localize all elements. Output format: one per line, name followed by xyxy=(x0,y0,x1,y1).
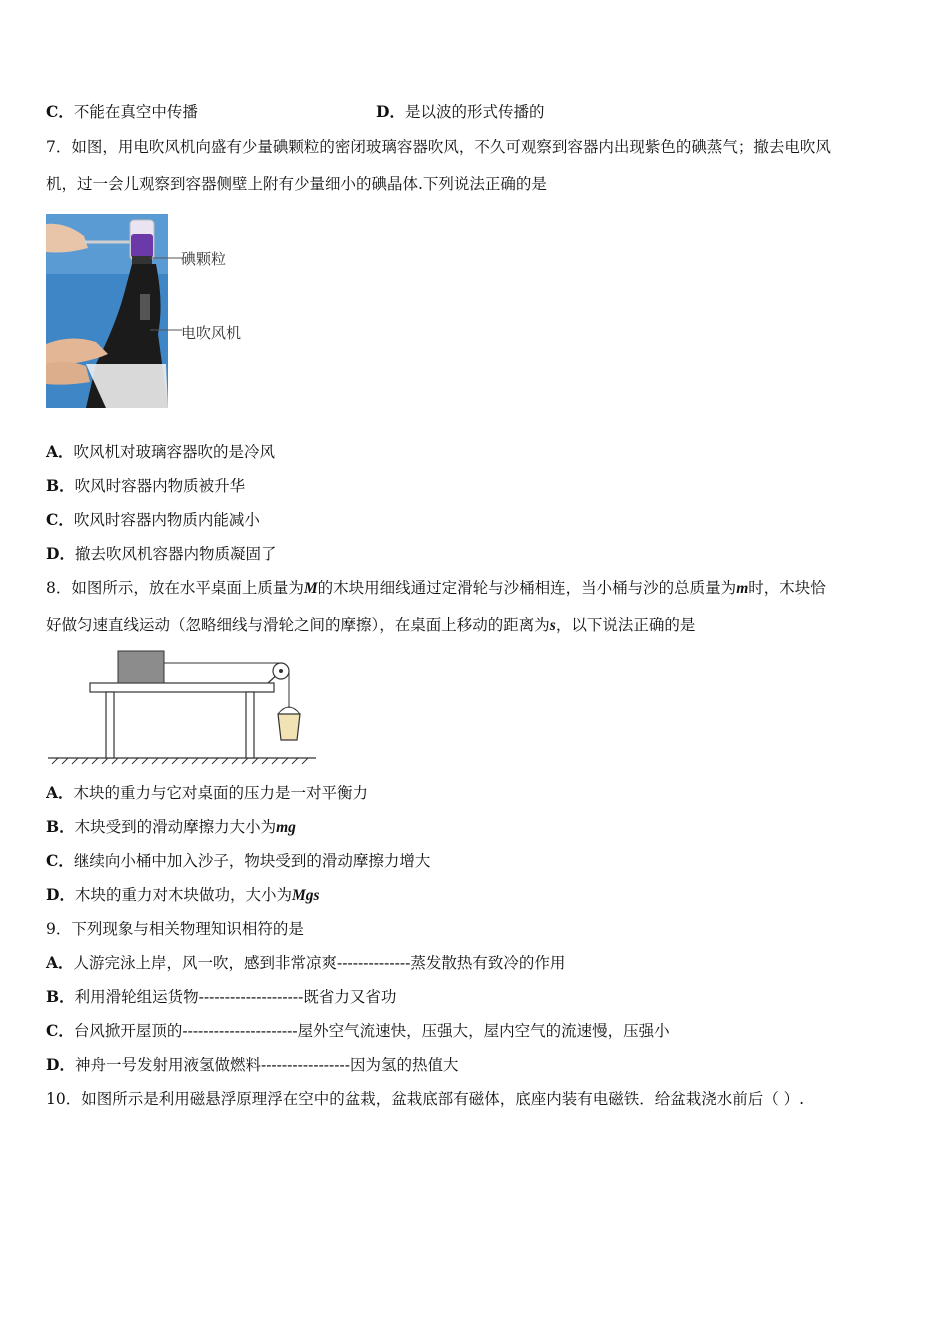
option-text: 吹风机对玻璃容器吹的是冷风 xyxy=(73,443,276,461)
q8-option-a xyxy=(46,783,368,803)
mass-symbol-m: m xyxy=(736,580,749,597)
option-label: B． xyxy=(46,476,75,495)
option-label: B． xyxy=(46,987,75,1006)
iodine-granule-label: 碘颗粒 xyxy=(181,250,227,268)
stem-text: 好做匀速直线运动（忽略细线与滑轮之间的摩擦），在桌面上移动的距离为 xyxy=(46,616,550,634)
stem-text: ，以下说法正确的是 xyxy=(555,616,696,634)
option-label: C． xyxy=(46,102,74,121)
pulley-table-diagram xyxy=(46,648,321,768)
option-label: D． xyxy=(376,102,405,121)
hair-dryer-label: 电吹风机 xyxy=(181,324,242,342)
stem-text: 8．如图所示，放在水平桌面上质量为 xyxy=(46,579,304,597)
q8-stem-line1 xyxy=(46,578,826,599)
option-label: D． xyxy=(46,885,75,904)
stem-text: 时，木块恰 xyxy=(748,579,826,597)
figure-leader-lines xyxy=(150,250,185,340)
option-text: 木块受到的滑动摩擦力大小为 xyxy=(74,818,277,836)
q7-option-d xyxy=(46,544,276,564)
option-math: Mgs xyxy=(291,887,320,904)
option-label: D． xyxy=(46,544,75,563)
q7-stem-line2: 机，过一会儿观察到容器侧壁上附有少量细小的碘晶体.下列说法正确的是 xyxy=(46,175,547,193)
q8-option-d xyxy=(46,885,320,906)
distance-symbol-s: s xyxy=(549,617,556,634)
q9-option-b xyxy=(46,987,396,1007)
q9-stem: 9．下列现象与相关物理知识相符的是 xyxy=(46,920,304,938)
option-text: 木块的重力对木块做功，大小为 xyxy=(74,886,292,904)
q6-option-d xyxy=(376,102,544,122)
option-label: A． xyxy=(46,442,74,461)
q7-option-a xyxy=(46,442,275,462)
option-text: 撤去吹风机容器内物质凝固了 xyxy=(74,545,277,563)
q6-option-c xyxy=(46,102,198,122)
option-text: 不能在真空中传播 xyxy=(73,103,198,121)
q7-option-c xyxy=(46,510,260,530)
mass-symbol-M: M xyxy=(303,580,318,597)
option-label: C． xyxy=(46,851,74,870)
option-text: 继续向小桶中加入沙子，物块受到的滑动摩擦力增大 xyxy=(73,852,431,870)
stem-text: 的木块用细线通过定滑轮与沙桶相连，当小桶与沙的总质量为 xyxy=(317,579,737,597)
option-text: 吹风时容器内物质被升华 xyxy=(74,477,246,495)
option-text: 台风掀开屋顶的----------------------屋外空气流速快，压强大，屋内空气的流速慢，压强小 xyxy=(73,1022,670,1040)
q7-stem-line1: 7．如图，用电吹风机向盛有少量碘颗粒的密闭玻璃容器吹风，不久可观察到容器内出现紫色的碘蒸气；撤去电吹风 xyxy=(46,138,831,156)
option-text: 木块的重力与它对桌面的压力是一对平衡力 xyxy=(73,784,369,802)
option-label: A． xyxy=(46,783,74,802)
option-label: A． xyxy=(46,953,74,972)
q8-option-c xyxy=(46,851,430,871)
q9-option-a xyxy=(46,953,565,973)
option-label: C． xyxy=(46,510,74,529)
q8-option-b xyxy=(46,817,296,838)
option-label: C． xyxy=(46,1021,74,1040)
option-text: 人游完泳上岸，风一吹，感到非常凉爽--------------蒸发散热有致冷的作用 xyxy=(73,954,566,972)
q9-option-d xyxy=(46,1055,459,1075)
option-label: B． xyxy=(46,817,75,836)
option-text: 神舟一号发射用液氢做燃料-----------------因为氢的热值大 xyxy=(74,1056,459,1074)
option-math: mg xyxy=(276,819,296,836)
q8-stem-line2 xyxy=(46,615,695,636)
option-text: 吹风时容器内物质内能减小 xyxy=(73,511,260,529)
q7-option-b xyxy=(46,476,245,496)
q10-stem: 10．如图所示是利用磁悬浮原理浮在空中的盆栽，盆栽底部有磁体，底座内装有电磁铁．给盆栽浇水前后（ ）. xyxy=(46,1090,805,1108)
q9-option-c xyxy=(46,1021,670,1041)
option-text: 利用滑轮组运货物--------------------既省力又省功 xyxy=(74,988,397,1006)
option-label: D． xyxy=(46,1055,75,1074)
option-text: 是以波的形式传播的 xyxy=(404,103,545,121)
